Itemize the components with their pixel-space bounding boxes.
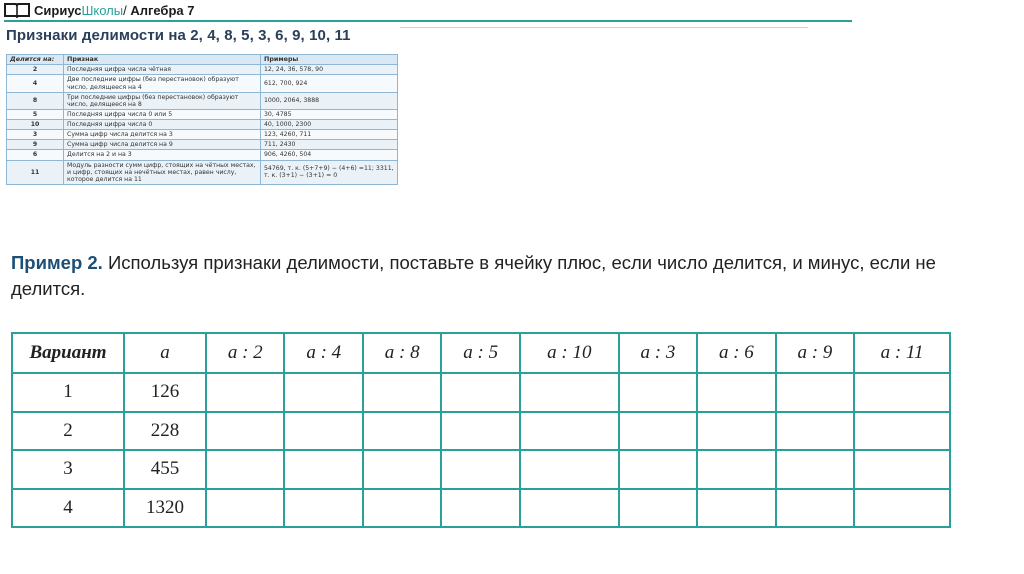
answer-cell[interactable] [697,489,775,528]
header-divisibility-6: a : 10 [520,333,619,373]
rules-divisor-cell: 9 [7,140,64,150]
answer-cell[interactable] [206,450,284,489]
rules-examples-cell: 612, 700, 924 [261,75,398,92]
answer-cell[interactable] [206,412,284,451]
table-row [12,450,950,489]
rules-row [7,130,398,140]
answer-cell[interactable] [441,450,519,489]
header-divisibility-2: a : 2 [206,333,284,373]
divisibility-rules-table [6,54,398,185]
answer-cell[interactable] [284,373,362,412]
rules-examples-cell: 906, 4260, 504 [261,150,398,160]
rules-examples-cell: 30, 4785 [261,109,398,119]
rules-header-rule: Признак [64,55,261,65]
rules-row [7,65,398,75]
rules-rule-cell: Последняя цифра числа 0 [64,120,261,130]
rules-title: Признаки делимости на 2, 4, 8, 5, 3, 6, 9, 10, 11 [6,27,351,44]
answer-cell[interactable] [697,450,775,489]
rules-row [7,150,398,160]
rules-examples-cell: 54769, т. к. (5+7+9) − (4+6) =11; 3311, т. к. (3+1) − (3+1) = 0 [261,160,398,184]
rules-header-examples: Примеры [261,55,398,65]
example-text [11,250,941,302]
header-variant: Вариант [12,333,124,373]
answer-cell[interactable] [776,412,854,451]
answer-cell[interactable] [697,412,775,451]
answer-cell[interactable] [441,373,519,412]
example-label: Пример 2. [11,252,103,273]
rules-rule-cell: Сумма цифр числа делится на 9 [64,140,261,150]
answer-cell[interactable] [520,373,619,412]
answer-header-row [12,333,950,373]
rules-rule-cell: Делится на 2 и на 3 [64,150,261,160]
brand-subject: Алгебра 7 [126,2,195,18]
rules-examples-cell: 40, 1000, 2300 [261,120,398,130]
open-book-icon [4,2,30,18]
answer-cell[interactable] [441,412,519,451]
answer-cell[interactable] [363,489,441,528]
rules-row [7,92,398,109]
rules-rule-cell: Три последние цифры (без перестановок) образуют число, делящееся на 8 [64,92,261,109]
variant-cell: 1 [12,373,124,412]
number-cell: 1320 [124,489,206,528]
answer-cell[interactable] [284,450,362,489]
rules-rule-cell: Последняя цифра числа 0 или 5 [64,109,261,119]
answer-cell[interactable] [619,450,697,489]
answer-cell[interactable] [284,412,362,451]
rules-rule-cell: Модуль разности сумм цифр, стоящих на чётных местах, и цифр, стоящих на нечётных местах, равен числу, которое делится на 11 [64,160,261,184]
answer-cell[interactable] [854,450,950,489]
answer-cell[interactable] [363,450,441,489]
answer-cell[interactable] [284,489,362,528]
answer-cell[interactable] [854,373,950,412]
rules-divisor-cell: 11 [7,160,64,184]
table-row [12,373,950,412]
number-cell: 455 [124,450,206,489]
rules-divisor-cell: 3 [7,130,64,140]
title-divider [400,27,808,28]
rules-rule-cell: Сумма цифр числа делится на 3 [64,130,261,140]
answer-cell[interactable] [776,373,854,412]
brand-separator: / [123,2,127,18]
rules-divisor-cell: 8 [7,92,64,109]
brand-school: Школы [81,2,124,18]
rules-row [7,160,398,184]
header-divisibility-10: a : 11 [854,333,950,373]
brand-main: Сириус [34,2,82,18]
answer-cell[interactable] [520,489,619,528]
rules-divisor-cell: 5 [7,109,64,119]
rules-row [7,120,398,130]
header-divisibility-3: a : 4 [284,333,362,373]
answer-cell[interactable] [619,373,697,412]
rules-rule-cell: Последняя цифра числа чётная [64,65,261,75]
table-row [12,412,950,451]
header-divisibility-5: a : 5 [441,333,519,373]
answer-cell[interactable] [854,412,950,451]
rules-examples-cell: 12, 24, 36, 578, 90 [261,65,398,75]
header-divisibility-8: a : 6 [697,333,775,373]
brand [34,3,194,18]
answer-cell[interactable] [619,412,697,451]
variant-cell: 2 [12,412,124,451]
header-divisibility-4: a : 8 [363,333,441,373]
rules-header-divisor: Делится на: [7,55,64,65]
rules-divisor-cell: 4 [7,75,64,92]
rules-divisor-cell: 10 [7,120,64,130]
header-a: a [124,333,206,373]
answer-cell[interactable] [441,489,519,528]
header [4,0,194,20]
rules-examples-cell: 123, 4260, 711 [261,130,398,140]
example-body: Используя признаки делимости, поставьте в ячейку плюс, если число делится, и минус, если не делится. [11,252,936,299]
rules-row [7,140,398,150]
header-divisibility-9: a : 9 [776,333,854,373]
rules-examples-cell: 711, 2430 [261,140,398,150]
answer-cell[interactable] [854,489,950,528]
answer-table [11,332,951,528]
rules-divisor-cell: 2 [7,65,64,75]
header-divider [4,20,852,22]
answer-cell[interactable] [520,412,619,451]
variant-cell: 4 [12,489,124,528]
answer-cell[interactable] [697,373,775,412]
answer-cell[interactable] [363,412,441,451]
variant-cell: 3 [12,450,124,489]
answer-cell[interactable] [619,489,697,528]
rules-row [7,109,398,119]
answer-cell[interactable] [206,489,284,528]
answer-cell[interactable] [776,450,854,489]
table-row [12,489,950,528]
number-cell: 228 [124,412,206,451]
answer-cell[interactable] [776,489,854,528]
header-divisibility-7: a : 3 [619,333,697,373]
answer-cell[interactable] [206,373,284,412]
rules-divisor-cell: 6 [7,150,64,160]
answer-cell[interactable] [363,373,441,412]
rules-rule-cell: Две последние цифры (без перестановок) образуют число, делящееся на 4 [64,75,261,92]
answer-cell[interactable] [520,450,619,489]
rules-header-row [7,55,398,65]
rules-examples-cell: 1000, 2064, 3888 [261,92,398,109]
rules-row [7,75,398,92]
number-cell: 126 [124,373,206,412]
